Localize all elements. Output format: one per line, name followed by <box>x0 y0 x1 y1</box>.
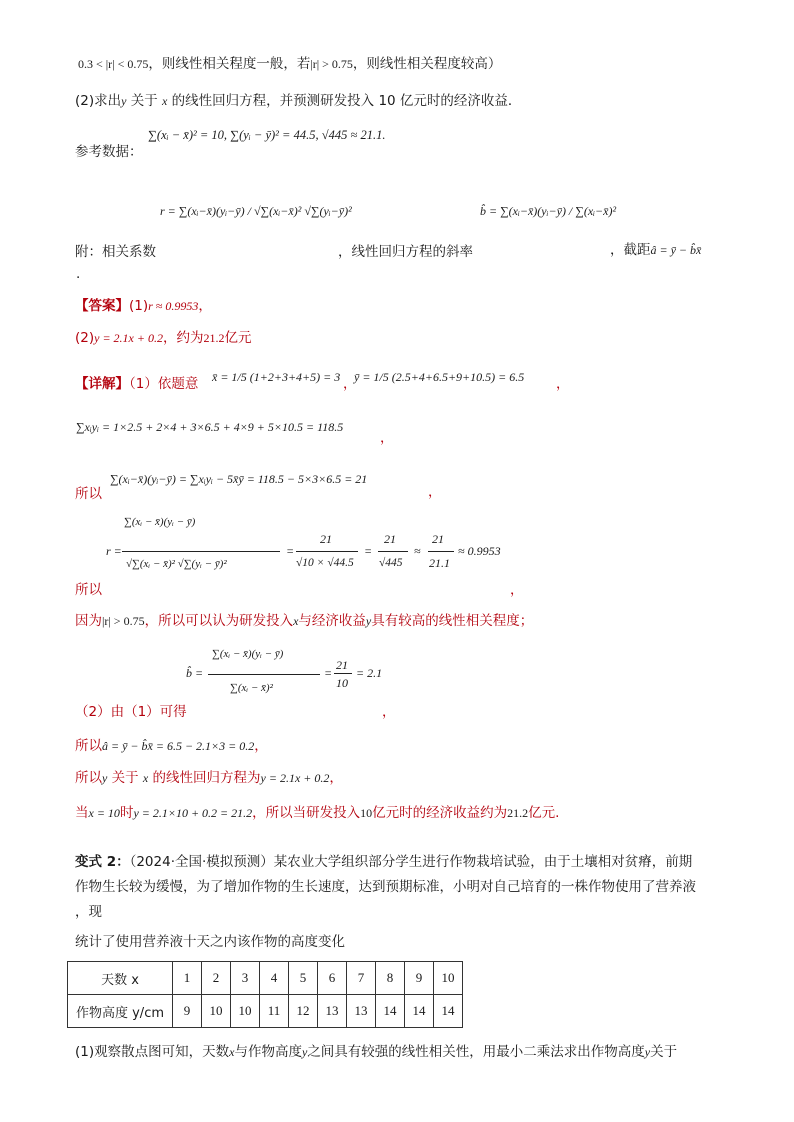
table-cell: 1 <box>173 962 202 995</box>
regression-line: 所以y 关于 x 的线性回归方程为y = 2.1x + 0.2， <box>75 770 343 786</box>
table-cell: 8 <box>376 962 405 995</box>
variant-2-line2: 作物生长较为缓慢，为了增加作物的生长速度，达到预期标准，小明对自己培育的一株作物使用了营养液 <box>75 879 696 895</box>
detail-1: 【详解】（1）依题意 <box>75 376 199 392</box>
b-fraction-bar <box>208 674 320 675</box>
r-bar-1 <box>296 551 358 552</box>
r-den-3: 21.1 <box>429 556 450 570</box>
equals: = <box>324 666 333 680</box>
table-cell: 12 <box>289 995 318 1028</box>
b-value: = 2.1 <box>356 666 383 680</box>
r-num-1: 21 <box>320 532 332 546</box>
r-den-1: √10 × √44.5 <box>296 557 354 569</box>
table-cell: 9 <box>173 995 202 1028</box>
variant-2-question-1: (1)观察散点图可知，天数x与作物高度y之间具有较强的线性相关性，用最小二乘法求出作物高度y关于 <box>75 1044 678 1060</box>
table-cell: 5 <box>289 962 318 995</box>
table-cell: 14 <box>405 995 434 1028</box>
growth-table <box>67 961 463 1028</box>
appendix-slope: ，线性回归方程的斜率 <box>338 244 473 260</box>
r-fraction-bar <box>122 551 280 552</box>
b-denominator-expr: ∑(xᵢ − x̄)² <box>230 682 273 694</box>
table-cell: 10 <box>202 995 231 1028</box>
table-row <box>68 962 463 995</box>
variant-2-line4: 统计了使用营养液十天之内该作物的高度变化 <box>75 934 345 950</box>
table-cell: 7 <box>347 962 376 995</box>
r-formula: r = ∑(xᵢ−x̄)(yᵢ−ȳ) / √∑(xᵢ−x̄)² √∑(yᵢ−ȳ)² <box>160 204 352 218</box>
b-hat-eq: b̂ = <box>186 666 204 680</box>
question-2: (2)求出y 关于 x 的线性回归方程，并预测研发投入 10 亿元时的经济收益． <box>75 93 522 109</box>
detail-comma-5: ， <box>510 582 524 598</box>
b-formula: b̂ = ∑(xᵢ−x̄)(yᵢ−ȳ) / ∑(xᵢ−x̄)² <box>480 204 617 218</box>
r-bar-3 <box>428 551 454 552</box>
approx: ≈ <box>414 544 421 558</box>
suoyi-2: 所以 <box>75 582 102 598</box>
detail-comma-4: ， <box>428 484 442 500</box>
sxy-calc: ∑(xᵢ−x̄)(yᵢ−ȳ) = ∑xᵢyᵢ − 5x̄ȳ = 118.5 − 5×3×6.5 = 21 <box>110 472 368 486</box>
table-header-height: 作物高度 y/cm <box>68 995 173 1028</box>
equals: = <box>364 544 373 558</box>
detail-comma-3: ， <box>380 430 394 446</box>
table-cell: 2 <box>202 962 231 995</box>
answer-2: (2)y = 2.1x + 0.2，约为21.2亿元 <box>75 330 252 346</box>
detail-comma-2: ， <box>556 376 570 392</box>
r-num-2: 21 <box>384 532 396 546</box>
condition-line: 0.3 < |r| < 0.75，则线性相关程度一般，若|r| > 0.75，则线性相关程度较高） <box>78 56 502 72</box>
sum-xy-calc: ∑xᵢyᵢ = 1×2.5 + 2×4 + 3×6.5 + 4×9 + 5×10.5 = 118.5 <box>76 420 344 434</box>
table-cell: 10 <box>231 995 260 1028</box>
x-bar-calc: x̄ = 1/5 (1+2+3+4+5) = 3 <box>212 370 341 384</box>
r-denominator-expr: √∑(xᵢ − x̄)² √∑(yᵢ − ȳ)² <box>126 558 227 570</box>
r-bar-2 <box>378 551 408 552</box>
r-den-2: √445 <box>379 557 403 569</box>
r-approx-value: ≈ 0.9953 <box>458 544 501 558</box>
table-cell: 13 <box>318 995 347 1028</box>
variant-2-line3: ，现 <box>75 904 102 920</box>
detail-comma-6: ， <box>382 704 396 720</box>
b-numerator-expr: ∑(xᵢ − x̄)(yᵢ − ȳ) <box>212 648 284 660</box>
table-cell: 13 <box>347 995 376 1028</box>
variant-2-line1: 变式 2：（2024·全国·模拟预测）某农业大学组织部分学生进行作物栽培试验，由于土壤相对贫瘠，前期 <box>75 854 693 870</box>
y-bar-calc: ȳ = 1/5 (2.5+4+6.5+9+10.5) = 6.5 <box>354 370 525 384</box>
b-frac-num: 21 <box>336 658 348 672</box>
reference-label: 参考数据： <box>75 144 143 160</box>
r-num-3: 21 <box>432 532 444 546</box>
table-cell: 14 <box>434 995 463 1028</box>
table-cell: 6 <box>318 962 347 995</box>
r-symbol-eq: r = <box>106 544 122 558</box>
table-cell: 10 <box>434 962 463 995</box>
b-frac-den: 10 <box>336 676 348 690</box>
table-cell: 9 <box>405 962 434 995</box>
appendix-intercept: ，截距â = ȳ − b̂x̄ <box>610 242 702 258</box>
because-line: 因为|r| > 0.75，所以可以认为研发投入x与经济收益y具有较高的线性相关程度； <box>75 613 534 629</box>
b-bar-2 <box>334 673 352 674</box>
table-cell: 4 <box>260 962 289 995</box>
detail-comma-1: ， <box>343 376 357 392</box>
part2-start: （2）由（1）可得 <box>75 704 187 720</box>
answer-1: 【答案】(1)r ≈ 0.9953， <box>75 298 212 314</box>
table-cell: 3 <box>231 962 260 995</box>
table-header-days: 天数 x <box>68 962 173 995</box>
equals: = <box>286 544 295 558</box>
suoyi-1: 所以 <box>75 486 102 502</box>
appendix-period: . <box>76 266 81 282</box>
reference-sums: ∑(xᵢ − x̄)² = 10, ∑(yᵢ − ȳ)² = 44.5, √445 ≈ 21.1. <box>148 128 386 142</box>
table-cell: 14 <box>376 995 405 1028</box>
prediction-line: 当x = 10时y = 2.1×10 + 0.2 = 21.2，所以当研发投入10亿元时的经济收益约为21.2亿元. <box>75 805 560 821</box>
table-row <box>68 995 463 1028</box>
table-cell: 11 <box>260 995 289 1028</box>
a-hat-line: 所以â = ȳ − b̂x̄ = 6.5 − 2.1×3 = 0.2， <box>75 738 268 754</box>
r-numerator-expr: ∑(xᵢ − x̄)(yᵢ − ȳ) <box>124 516 196 528</box>
appendix-line: 附：相关系数 <box>75 244 156 260</box>
